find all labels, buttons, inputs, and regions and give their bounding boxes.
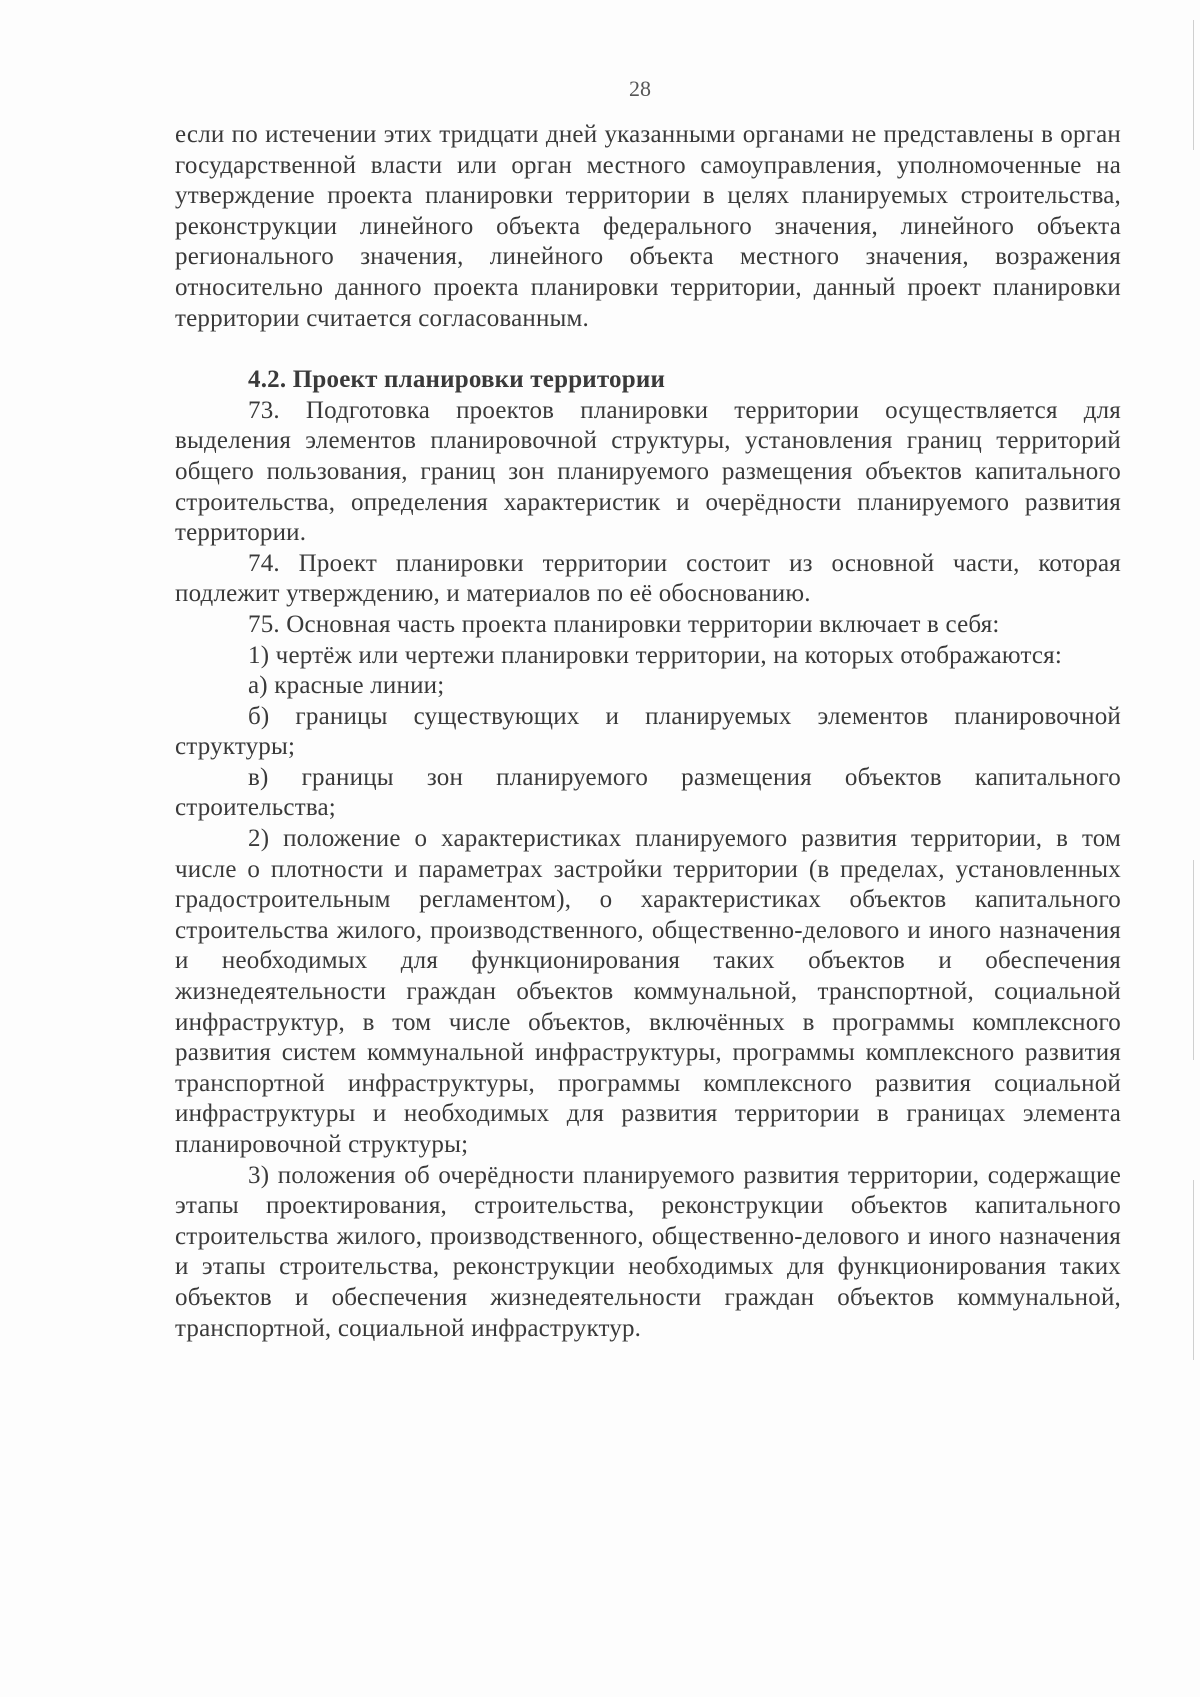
scan-edge-mark <box>1193 1180 1194 1360</box>
list-item-1b: б) границы существующих и планируемых элементов планировочной структуры; <box>175 702 1121 761</box>
list-item-2: 2) положение о характеристиках планируемого развития территории, в том числе о плотности и параметрах застройки территории (в пределах, установленных градостроительным регламентом), о характеристиках объектов капитального строительства жилого, производственного, общественно-делового и иного назначения и необходимых для функционирования таких объектов и обеспечения жизнедеятельности граждан объектов коммунальной, транспортной, социальной инфраструктур, в том числе объектов, включённых в программы комплексного развития систем коммунальной инфраструктуры, программы комплексного развития транспортной инфраструктуры, программы комплексного развития социальной инфраструктуры и необходимых для развития территории в границах элемента планировочной структуры; <box>175 825 1121 1158</box>
intro-paragraph: если по истечении этих тридцати дней указанными органами не представлены в орган государственной власти или орган местного самоуправления, уполномоченные на утверждение проекта планировки территории в целях планируемых строительства, реконструкции линейного объекта федерального значения, линейного объекта регионального значения, линейного объекта местного значения, возражения относительно данного проекта планировки территории, данный проект планировки территории считается согласованным. <box>175 121 1121 332</box>
scan-edge-mark <box>1193 20 1194 150</box>
paragraph-74: 74. Проект планировки территории состоит из основной части, которая подлежит утверждению, и материалов по её обоснованию. <box>175 549 1121 608</box>
list-item-1a: а) красные линии; <box>248 672 445 700</box>
paragraph-75: 75. Основная часть проекта планировки территории включает в себя: <box>248 610 1000 638</box>
list-item-1: 1) чертёж или чертежи планировки территории, на которых отображаются: <box>248 641 1063 669</box>
section-heading: 4.2. Проект планировки территории <box>248 366 666 394</box>
section-gap <box>175 334 1121 365</box>
scan-edge-mark <box>1193 860 1194 1060</box>
list-item-1c: в) границы зон планируемого размещения объектов капитального строительства; <box>175 763 1121 822</box>
page-number: 28 <box>629 76 651 101</box>
paragraph-73: 73. Подготовка проектов планировки территории осуществляется для выделения элементов планировочной структуры, установления границ территорий общего пользования, границ зон планируемого размещения объектов капитального строительства, определения характеристик и очерёдности планируемого развития территории. <box>175 396 1121 547</box>
list-item-3: 3) положения об очерёдности планируемого развития территории, содержащие этапы проектирования, строительства, реконструкции объектов капитального строительства жилого, производственного, общественно-делового и иного назначения и этапы строительства, реконструкции необходимых для функционирования таких объектов и обеспечения жизнедеятельности граждан объектов коммунальной, транспортной, социальной инфраструктур. <box>175 1161 1121 1342</box>
document-body <box>175 120 1121 1344</box>
